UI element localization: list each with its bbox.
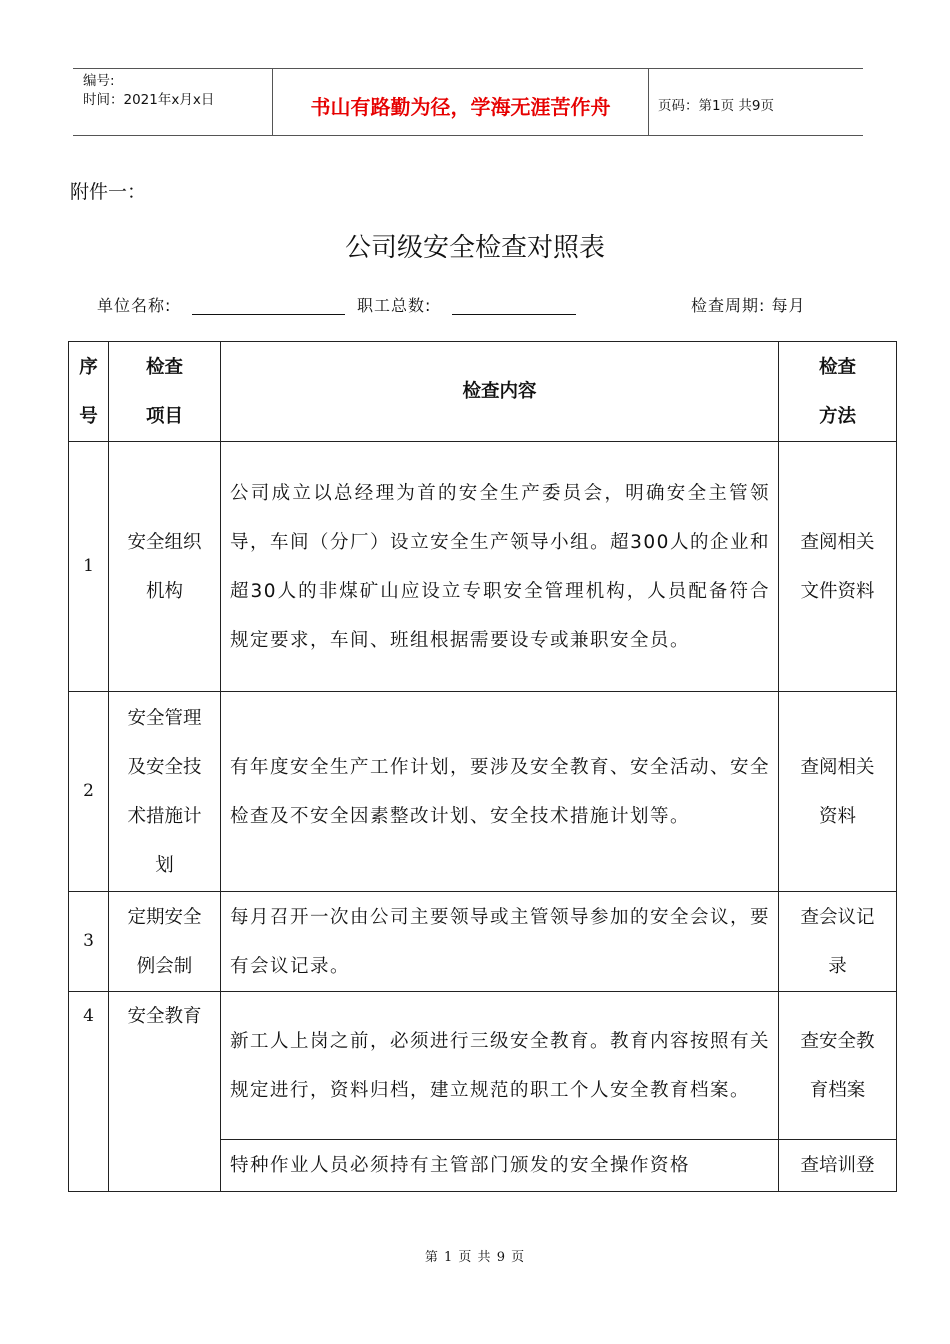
row-seq: 2 <box>69 692 109 892</box>
row-item: 安全教育 <box>109 992 221 1192</box>
header-motto: 书山有路勤为径，学海无涯苦作舟 <box>273 69 649 135</box>
row-item: 定期安全例会制 <box>109 892 221 992</box>
header-seq: 序号 <box>69 342 109 442</box>
header-method: 检查方法 <box>779 342 897 442</box>
row-method: 查会议记录 <box>779 892 897 992</box>
row-content: 公司成立以总经理为首的安全生产委员会，明确安全主管领导，车间（分厂）设立安全生产领导小组。超300人的企业和超30人的非煤矿山应设立专职安全管理机构，人员配备符合规定要求，车间、班组根据需要设专或兼职安全员。 <box>221 442 779 692</box>
row-content: 新工人上岗之前，必须进行三级安全教育。教育内容按照有关规定进行，资料归档，建立规范的职工个人安全教育档案。 <box>221 992 779 1140</box>
row-content: 有年度安全生产工作计划，要涉及安全教育、安全活动、安全检查及不安全因素整改计划、安全技术措施计划等。 <box>221 692 779 892</box>
row-method: 查安全教育档案 <box>779 992 897 1140</box>
number-label: 编号: <box>83 73 115 89</box>
safety-check-table <box>68 341 897 1192</box>
row-content-continued: 特种作业人员必须持有主管部门颁发的安全操作资格 <box>221 1140 779 1192</box>
table-row <box>69 692 897 892</box>
row-item: 安全组织机构 <box>109 442 221 692</box>
row-method: 查阅相关资料 <box>779 692 897 892</box>
row-method: 查阅相关文件资料 <box>779 442 897 692</box>
row-item: 安全管理及安全技术措施计划 <box>109 692 221 892</box>
document-header <box>73 68 863 136</box>
time-label: 时间：2021年x月x日 <box>83 92 215 108</box>
header-content: 检查内容 <box>221 342 779 442</box>
row-seq: 4 <box>69 992 109 1192</box>
table-row <box>69 992 897 1140</box>
row-content: 每月召开一次由公司主要领导或主管领导参加的安全会议，要有会议记录。 <box>221 892 779 992</box>
check-period-label: 检查周期: 每月 <box>691 296 806 315</box>
attachment-label: 附件一： <box>70 181 147 203</box>
staff-count-label: 职工总数: <box>357 296 432 315</box>
row-seq: 1 <box>69 442 109 692</box>
page-title: 公司级安全检查对照表 <box>344 233 605 263</box>
table-row <box>69 442 897 692</box>
row-method-continued: 查培训登 <box>779 1140 897 1192</box>
table-header-row <box>69 342 897 442</box>
page-footer: 第 1 页 共 9 页 <box>424 1250 526 1265</box>
table-row <box>69 892 897 992</box>
header-page-code: 页码：第1页 共9页 <box>658 98 774 114</box>
unit-name-label: 单位名称: <box>97 296 172 315</box>
header-item: 检查项目 <box>109 342 221 442</box>
row-seq: 3 <box>69 892 109 992</box>
unit-name-blank <box>192 314 345 315</box>
header-meta <box>73 69 273 135</box>
staff-count-blank <box>452 314 576 315</box>
